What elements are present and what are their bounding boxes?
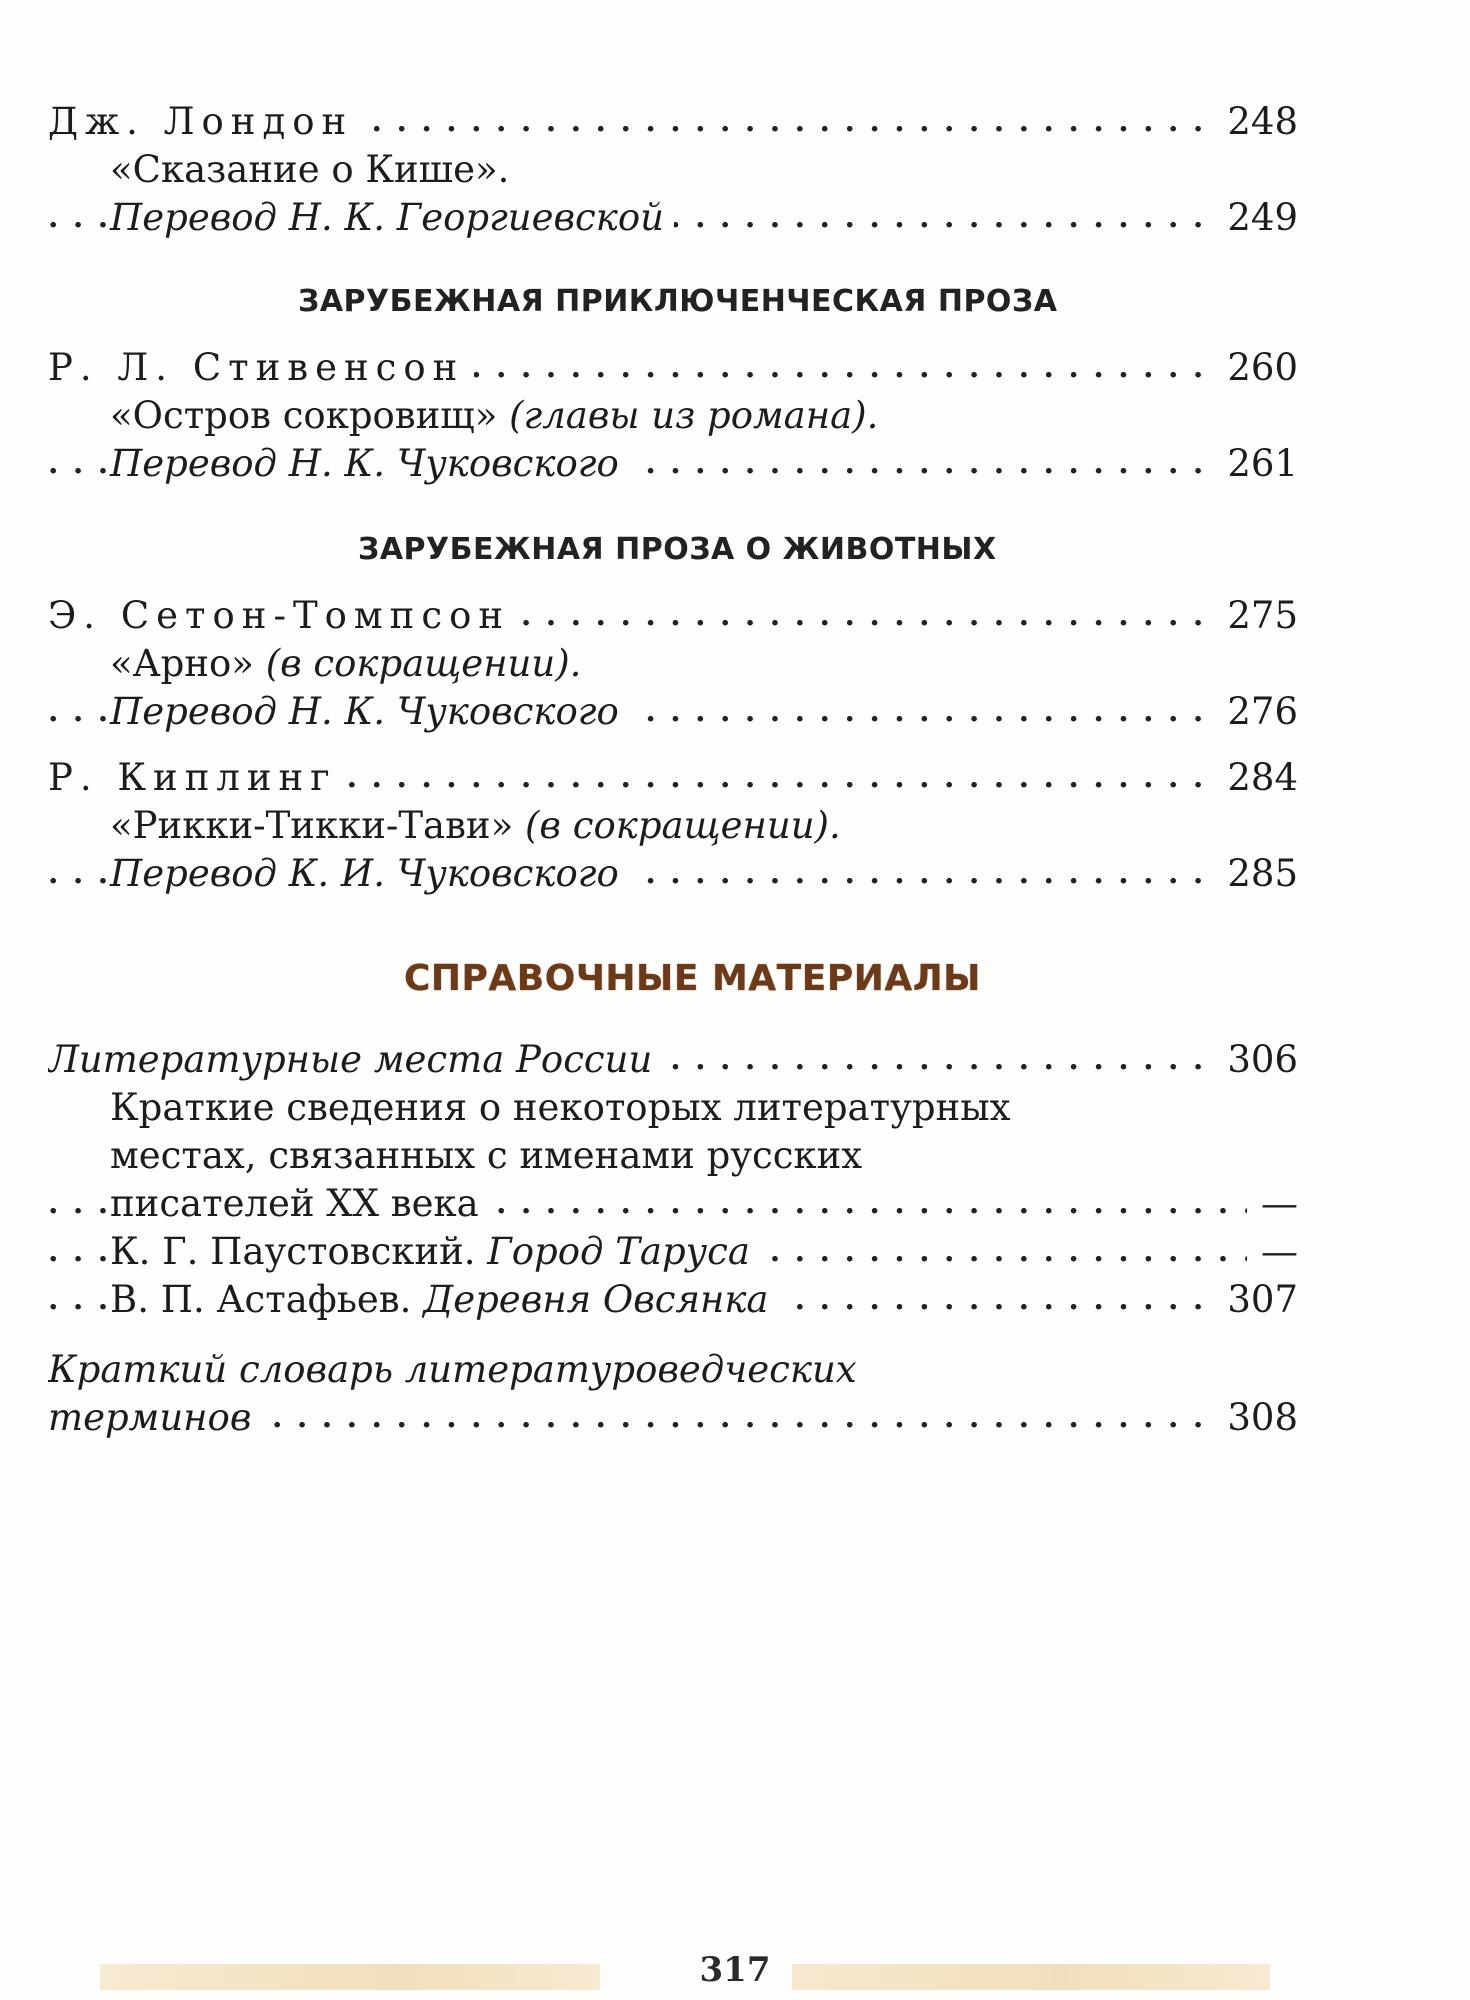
toc-entry-author[interactable]: . . . Дж. Лондон 248 xyxy=(48,98,1298,146)
toc-block-london xyxy=(48,98,1298,242)
toc-entry-author[interactable]: . . . Р. Киплинг 284 xyxy=(48,754,1298,802)
toc-entry-title: «Остров сокровищ» (главы из романа). xyxy=(48,392,1298,440)
toc-entry-desc: местах, связанных с именами русских xyxy=(48,1132,1298,1180)
toc-block-kipling xyxy=(48,754,1298,898)
toc-entry-astafyev[interactable]: . . . В. П. Астафьев. Деревня Овсянка 307 xyxy=(48,1276,1298,1324)
toc-entry-desc: Краткие сведения о некоторых литературных xyxy=(48,1084,1298,1132)
toc-block-stevenson xyxy=(48,344,1298,488)
toc-entry-translator[interactable]: . . . Перевод Н. К. Чуковского 261 xyxy=(48,440,1298,488)
toc-entry-author[interactable]: . . . Э. Сетон-Томпсон 275 xyxy=(48,592,1298,640)
toc-entry-paustovsky[interactable]: . . . К. Г. Паустовский. Город Таруса — xyxy=(48,1228,1298,1276)
toc-block-seton xyxy=(48,592,1298,736)
toc-entry-glossary: Краткий словарь литературоведческих xyxy=(48,1346,1298,1394)
toc-entry-desc[interactable]: . . . писателей XX века — xyxy=(48,1180,1298,1228)
page-number: 317 xyxy=(0,1950,1470,1990)
toc-entry-author[interactable]: . . . Р. Л. Стивенсон 260 xyxy=(48,344,1298,392)
toc-entry-translator[interactable]: . . . Перевод К. И. Чуковского 285 xyxy=(48,850,1298,898)
toc-block-places xyxy=(48,1036,1298,1324)
toc-entry-translator[interactable]: . . . Перевод Н. К. Чуковского 276 xyxy=(48,688,1298,736)
toc-block-glossary xyxy=(48,1346,1298,1442)
toc-entry-glossary[interactable]: . . . терминов 308 xyxy=(48,1394,1298,1442)
section-heading: ЗАРУБЕЖНАЯ ПРОЗА О ЖИВОТНЫХ xyxy=(358,532,997,567)
toc-entry-title: «Арно» (в сокращении). xyxy=(48,640,1298,688)
toc-entry-title: «Сказание о Кише». xyxy=(48,146,1298,194)
section-heading: ЗАРУБЕЖНАЯ ПРИКЛЮЧЕНЧЕСКАЯ ПРОЗА xyxy=(298,284,1058,319)
toc-entry-places[interactable]: . . . Литературные места России 306 xyxy=(48,1036,1298,1084)
toc-entry-translator[interactable]: . . . Перевод Н. К. Георгиевской 249 xyxy=(48,194,1298,242)
section-heading-reference: СПРАВОЧНЫЕ МАТЕРИАЛЫ xyxy=(404,958,981,999)
toc-entry-title: «Рикки-Тикки-Тави» (в сокращении). xyxy=(48,802,1298,850)
